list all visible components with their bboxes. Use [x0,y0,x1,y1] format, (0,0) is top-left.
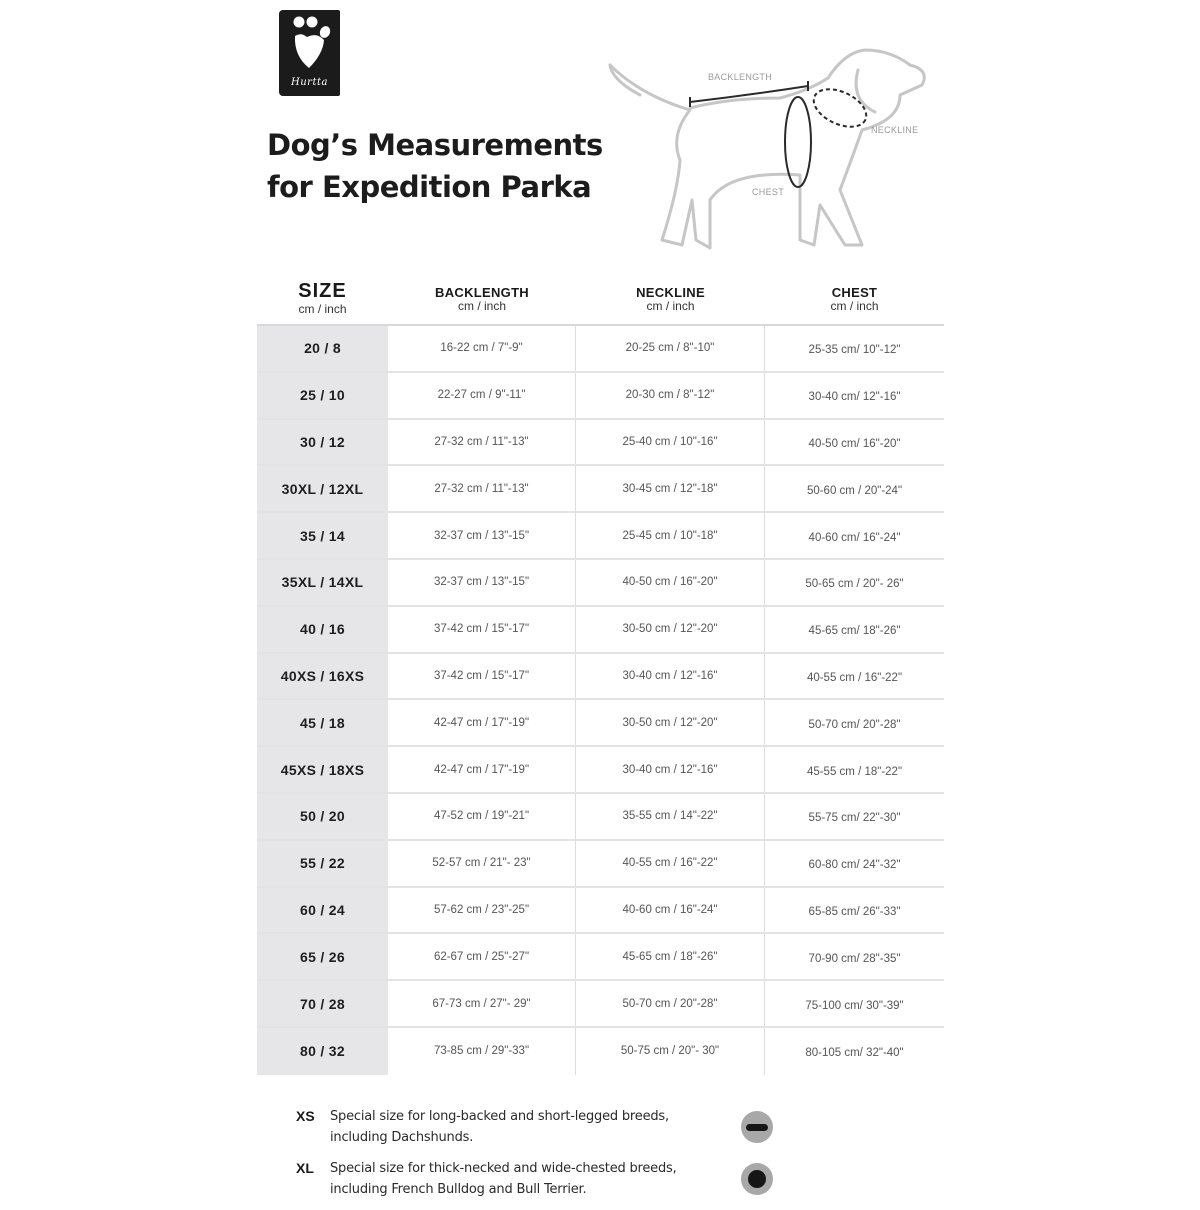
backlength-cell: 47-52 cm / 19"-21" [388,794,576,839]
neckline-cell: 30-50 cm / 12"-20" [576,607,765,652]
neckline-cell: 50-75 cm / 20"- 30" [576,1028,765,1075]
backlength-cell: 42-47 cm / 17"-19" [388,700,576,745]
backlength-cell: 27-32 cm / 11"-13" [388,466,576,511]
chest-label: CHEST [752,187,785,197]
note-xs [296,1106,796,1158]
size-cell: 20 / 8 [257,326,388,371]
backlength-cell: 37-42 cm / 15"-17" [388,607,576,652]
table-row [257,794,944,841]
backlength-cell: 57-62 cm / 23"-25" [388,888,576,933]
table-row [257,841,944,888]
chest-cell: 45-65 cm/ 18"-26" [808,625,901,638]
header-neckline: NECKLINE cm / inch [636,285,705,313]
neckline-cell: 40-60 cm / 16"-24" [576,888,765,933]
neckline-cell: 30-40 cm / 12"-16" [576,654,765,699]
size-cell: 30XL / 12XL [257,466,388,511]
neckline-cell: 20-25 cm / 8"-10" [576,326,765,371]
backlength-cell: 62-67 cm / 25"-27" [388,934,576,979]
backlength-cell: 32-37 cm / 13"-15" [388,560,576,605]
neckline-cell: 20-30 cm / 8"-12" [576,373,765,418]
size-cell: 40 / 16 [257,607,388,652]
note-xl [296,1158,796,1210]
chest-cell: 50-60 cm / 20"-24" [806,484,903,497]
header-size: SIZE cm / inch [298,280,347,316]
header-chest: CHEST cm / inch [830,285,879,313]
chest-cell: 40-50 cm/ 16"-20" [808,437,901,450]
backlength-cell: 73-85 cm / 29"-33" [388,1028,576,1075]
neckline-cell: 30-50 cm / 12"-20" [576,700,765,745]
backlength-cell: 32-37 cm / 13"-15" [388,513,576,558]
brand-name: Hurtta [291,77,328,88]
chest-cell: 70-90 cm/ 28"-35" [808,952,901,965]
chest-cell: 50-70 cm/ 20"-28" [808,718,901,731]
page-title: Dog’s Measurements for Expedition Parka [267,128,603,204]
backlength-cell: 37-42 cm / 15"-17" [388,654,576,699]
table-row [257,700,944,747]
table-row [257,934,944,981]
size-chart-table [257,272,944,1075]
backlength-cell: 27-32 cm / 11"-13" [388,420,576,465]
note-description: Special size for long-backed and short-legged breeds, including Dachshunds. [330,1109,669,1145]
note-description: Special size for thick-necked and wide-chested breeds, including French Bulldog and Bull Terrier. [330,1161,677,1197]
size-cell: 60 / 24 [257,888,388,933]
table-row [257,747,944,794]
backlength-cell: 52-57 cm / 21"- 23" [388,841,576,886]
neckline-cell: 30-45 cm / 12"-18" [576,466,765,511]
size-cell: 35XL / 14XL [257,560,388,605]
table-row [257,326,944,373]
chest-cell: 30-40 cm/ 12"-16" [808,391,901,404]
size-cell: 70 / 28 [257,981,388,1026]
backlength-cell: 67-73 cm / 27"- 29" [388,981,576,1026]
size-cell: 45XS / 18XS [257,747,388,792]
size-cell: 45 / 18 [257,700,388,745]
size-cell: 30 / 12 [257,420,388,465]
xl-dot-badge-icon [741,1163,773,1195]
table-row [257,607,944,654]
table-row [257,560,944,607]
chest-cell: 50-65 cm / 20"- 26" [805,578,904,591]
size-cell: 35 / 14 [257,513,388,558]
brand-logo [279,10,340,96]
chest-cell: 65-85 cm/ 26"-33" [808,905,901,918]
size-cell: 25 / 10 [257,373,388,418]
chest-cell: 80-105 cm/ 32"-40" [805,1047,904,1060]
neckline-cell: 40-55 cm / 16"-22" [576,841,765,886]
size-cell: 40XS / 16XS [257,654,388,699]
neckline-cell: 25-45 cm / 10"-18" [576,513,765,558]
chest-cell: 75-100 cm/ 30"-39" [805,999,904,1012]
table-row [257,654,944,701]
neckline-cell: 45-65 cm / 18"-26" [576,934,765,979]
backlength-cell: 22-27 cm / 9"-11" [388,373,576,418]
backlength-cell: 16-22 cm / 7"-9" [388,326,576,371]
size-cell: 50 / 20 [257,794,388,839]
size-cell: 55 / 22 [257,841,388,886]
table-row [257,373,944,420]
backlength-label: BACKLENGTH [708,72,773,82]
size-cell: 80 / 32 [257,1028,388,1075]
neckline-cell: 50-70 cm / 20"-28" [576,981,765,1026]
table-header [257,272,944,326]
paw-print-icon [279,10,340,80]
table-row [257,1028,944,1075]
chest-cell: 40-60 cm/ 16"-24" [808,531,901,544]
neckline-cell: 25-40 cm / 10"-16" [576,420,765,465]
size-notes [296,1106,796,1210]
chest-cell: 45-55 cm / 18"-22" [806,765,903,778]
chest-cell: 60-80 cm/ 24"-32" [808,859,901,872]
table-row [257,420,944,467]
table-row [257,888,944,935]
neckline-cell: 35-55 cm / 14"-22" [576,794,765,839]
header-backlength: BACKLENGTH cm / inch [435,285,529,313]
table-row [257,466,944,513]
neckline-label: NECKLINE [871,125,919,135]
chest-cell: 55-75 cm/ 22"-30" [808,812,901,825]
neckline-cell: 40-50 cm / 16"-20" [576,560,765,605]
chest-cell: 40-55 cm / 16"-22" [806,671,903,684]
xs-dash-badge-icon [741,1111,773,1143]
table-body [257,326,944,1075]
note-code: XS [296,1108,315,1124]
note-code: XL [296,1160,314,1176]
dog-measurement-diagram [600,40,940,260]
table-row [257,513,944,560]
size-cell: 65 / 26 [257,934,388,979]
backlength-cell: 42-47 cm / 17"-19" [388,747,576,792]
chest-cell: 25-35 cm/ 10"-12" [808,344,901,357]
table-row [257,981,944,1028]
neckline-cell: 30-40 cm / 12"-16" [576,747,765,792]
